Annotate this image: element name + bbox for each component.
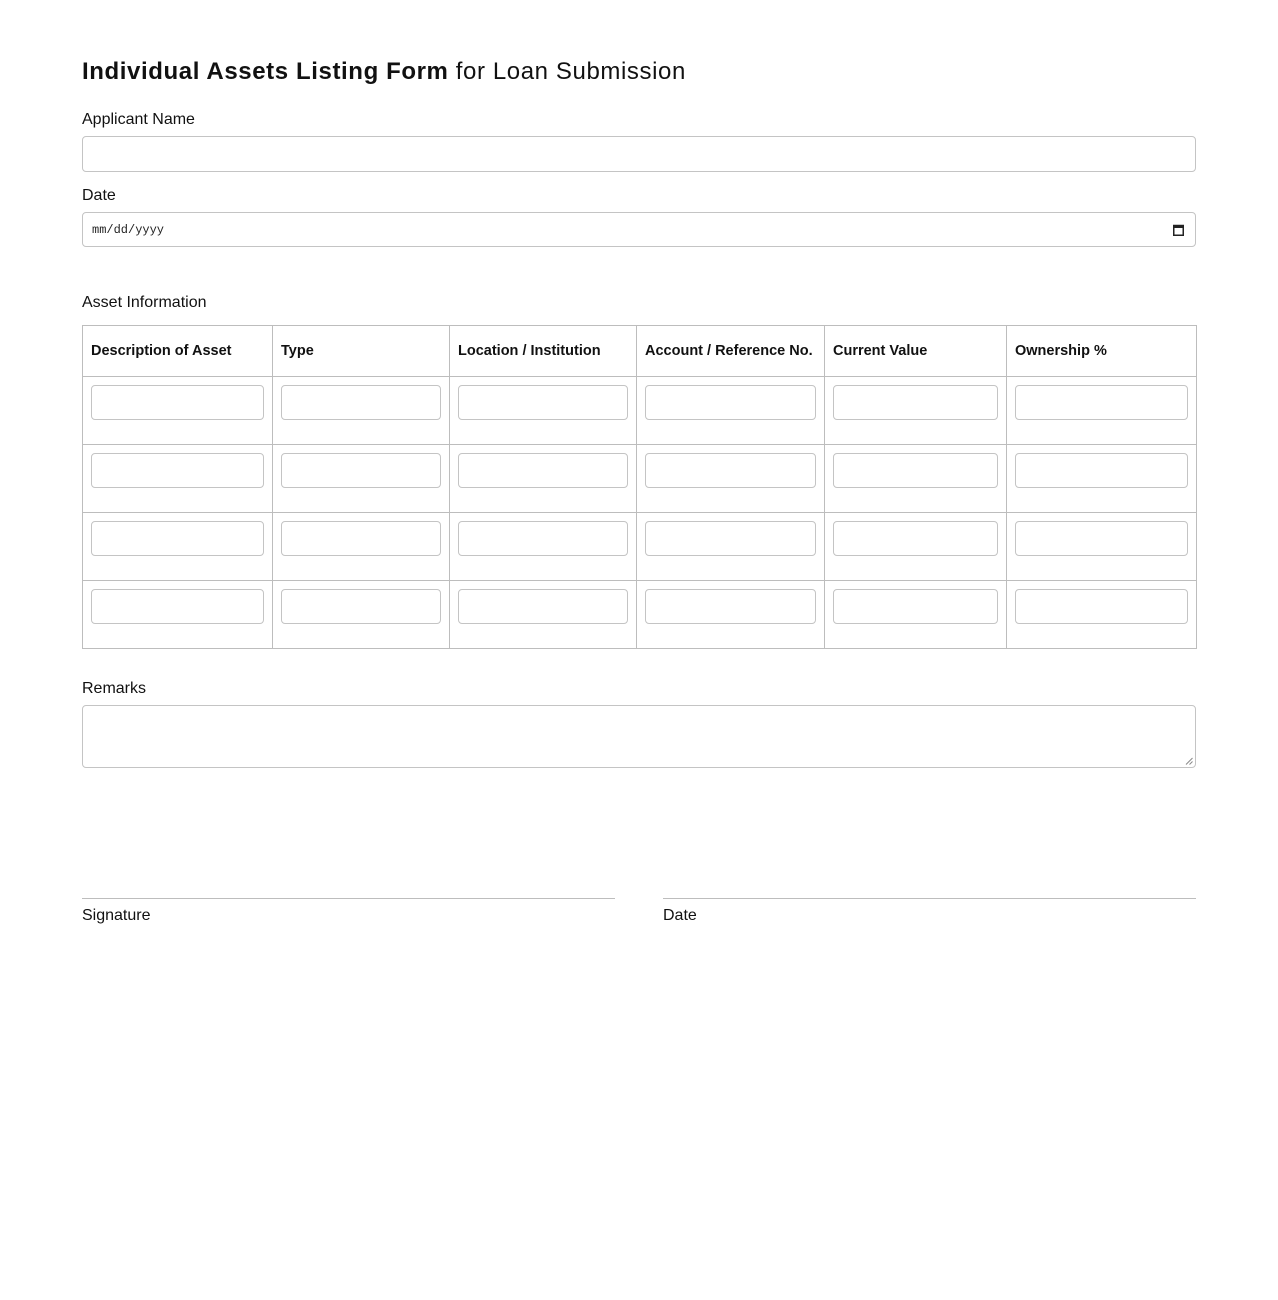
column-header-type: Type <box>273 326 450 377</box>
table-cell <box>825 581 1007 649</box>
calendar-icon[interactable] <box>1173 224 1184 236</box>
signature-date-line <box>663 898 1196 899</box>
page-title-bold: Individual Assets Listing Form <box>82 58 449 85</box>
table-cell <box>825 513 1007 581</box>
table-cell <box>637 445 825 513</box>
account-input[interactable] <box>645 521 816 556</box>
remarks-textarea[interactable] <box>82 705 1196 768</box>
table-cell <box>637 377 825 445</box>
table-cell <box>450 581 637 649</box>
location-input[interactable] <box>458 589 628 624</box>
table-row <box>83 581 1197 649</box>
type-input[interactable] <box>281 385 441 420</box>
applicant-name-label: Applicant Name <box>82 111 195 128</box>
ownership-input[interactable] <box>1015 453 1188 488</box>
location-input[interactable] <box>458 521 628 556</box>
table-cell <box>273 377 450 445</box>
account-input[interactable] <box>645 385 816 420</box>
table-cell <box>450 513 637 581</box>
ownership-input[interactable] <box>1015 589 1188 624</box>
type-input[interactable] <box>281 453 441 488</box>
table-cell <box>1007 581 1197 649</box>
table-cell <box>450 377 637 445</box>
date-placeholder: mm/dd/yyyy <box>92 223 165 237</box>
table-cell <box>450 445 637 513</box>
table-cell <box>825 445 1007 513</box>
column-header-location: Location / Institution <box>450 326 637 377</box>
current-value-input[interactable] <box>833 385 998 420</box>
description-input[interactable] <box>91 453 264 488</box>
column-header-ownership: Ownership % <box>1007 326 1197 377</box>
table-cell <box>273 581 450 649</box>
page-title <box>82 58 686 86</box>
column-header-description: Description of Asset <box>83 326 273 377</box>
table-cell <box>83 445 273 513</box>
table-cell <box>83 513 273 581</box>
column-header-account: Account / Reference No. <box>637 326 825 377</box>
asset-table <box>82 325 1197 649</box>
applicant-name-input[interactable] <box>82 136 1196 172</box>
ownership-input[interactable] <box>1015 521 1188 556</box>
table-cell <box>83 377 273 445</box>
current-value-input[interactable] <box>833 589 998 624</box>
column-header-current-value: Current Value <box>825 326 1007 377</box>
signature-line <box>82 898 615 899</box>
table-cell <box>1007 377 1197 445</box>
description-input[interactable] <box>91 589 264 624</box>
asset-table-header <box>83 326 1197 377</box>
page-title-regular: for Loan Submission <box>448 58 686 85</box>
table-cell <box>273 445 450 513</box>
table-row <box>83 513 1197 581</box>
date-input[interactable] <box>82 212 1196 247</box>
current-value-input[interactable] <box>833 453 998 488</box>
table-cell <box>273 513 450 581</box>
resize-handle-icon[interactable] <box>1185 757 1193 765</box>
table-cell <box>637 513 825 581</box>
type-input[interactable] <box>281 589 441 624</box>
table-cell <box>825 377 1007 445</box>
remarks-label: Remarks <box>82 680 147 697</box>
table-cell <box>1007 445 1197 513</box>
location-input[interactable] <box>458 453 628 488</box>
table-cell <box>83 581 273 649</box>
signature-label: Signature <box>82 907 151 924</box>
location-input[interactable] <box>458 385 628 420</box>
asset-information-label: Asset Information <box>82 294 207 311</box>
date-label: Date <box>82 187 116 204</box>
ownership-input[interactable] <box>1015 385 1188 420</box>
table-cell <box>637 581 825 649</box>
description-input[interactable] <box>91 385 264 420</box>
table-row <box>83 377 1197 445</box>
account-input[interactable] <box>645 589 816 624</box>
account-input[interactable] <box>645 453 816 488</box>
table-row <box>83 445 1197 513</box>
table-cell <box>1007 513 1197 581</box>
type-input[interactable] <box>281 521 441 556</box>
description-input[interactable] <box>91 521 264 556</box>
signature-date-label: Date <box>663 907 697 924</box>
current-value-input[interactable] <box>833 521 998 556</box>
